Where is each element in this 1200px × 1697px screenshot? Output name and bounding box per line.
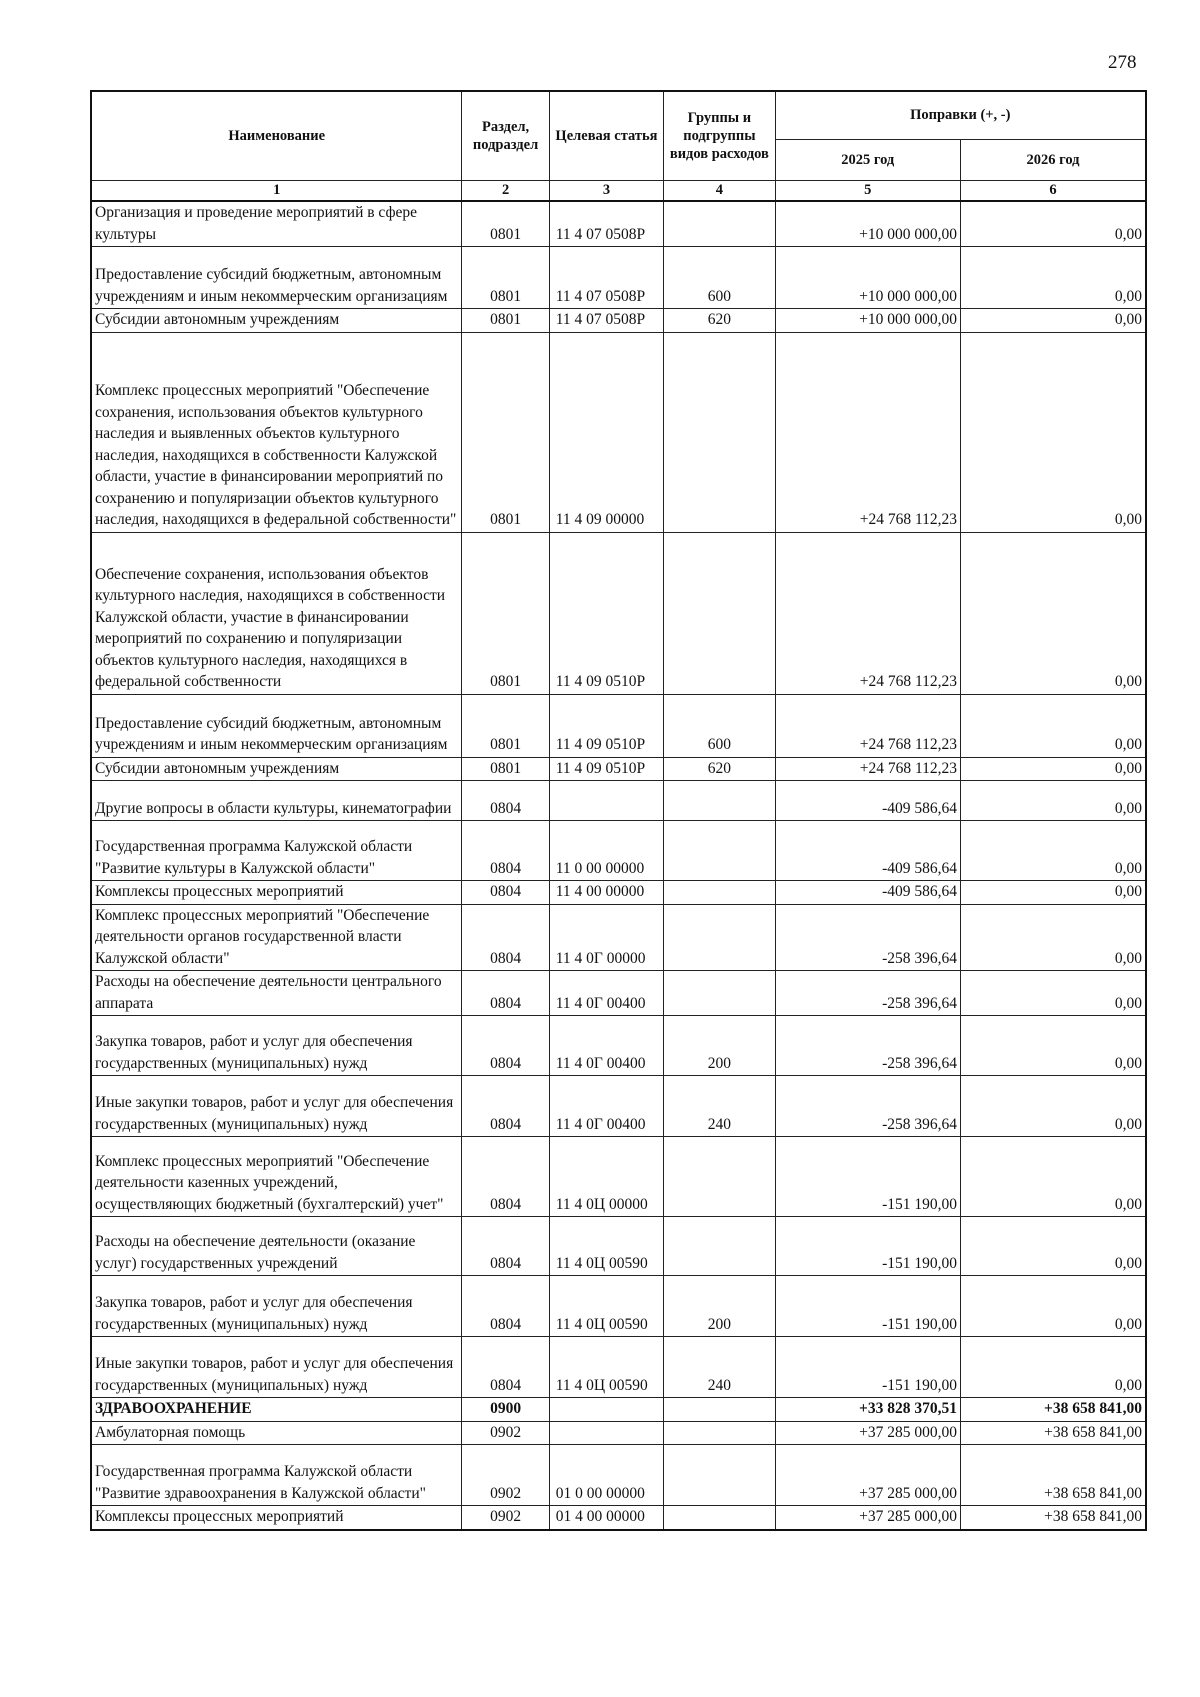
row-section: 0801 xyxy=(462,309,549,333)
row-amount-2025: -151 190,00 xyxy=(775,1217,960,1276)
row-amount-2026: 0,00 xyxy=(961,1137,1147,1217)
row-name: Предоставление субсидий бюджетным, автономным учреждениям и иным некоммерческим организациям xyxy=(91,694,462,757)
row-group xyxy=(664,201,775,247)
row-section: 0902 xyxy=(462,1421,549,1445)
row-group xyxy=(664,1445,775,1506)
row-section: 0801 xyxy=(462,532,549,694)
row-amount-2026: +38 658 841,00 xyxy=(961,1421,1147,1445)
table-row xyxy=(91,781,1146,821)
table-row xyxy=(91,904,1146,971)
table-row xyxy=(91,201,1146,247)
row-section: 0804 xyxy=(462,1076,549,1137)
table-row xyxy=(91,332,1146,532)
row-amount-2025: -409 586,64 xyxy=(775,821,960,881)
row-amount-2025: +24 768 112,23 xyxy=(775,694,960,757)
row-amount-2026: 0,00 xyxy=(961,821,1147,881)
header-year-2025: 2025 год xyxy=(775,139,960,180)
header-year-2026: 2026 год xyxy=(961,139,1147,180)
row-name: Предоставление субсидий бюджетным, автономным учреждениям и иным некоммерческим организациям xyxy=(91,247,462,309)
row-amount-2026: +38 658 841,00 xyxy=(961,1506,1147,1530)
row-section: 0801 xyxy=(462,247,549,309)
row-group: 240 xyxy=(664,1337,775,1398)
row-amount-2025: +37 285 000,00 xyxy=(775,1421,960,1445)
table-row xyxy=(91,532,1146,694)
row-amount-2026: +38 658 841,00 xyxy=(961,1445,1147,1506)
row-target: 11 4 0Ц 00590 xyxy=(549,1276,664,1337)
row-target: 11 4 09 0510Р xyxy=(549,694,664,757)
column-number: 3 xyxy=(549,181,664,202)
header-name: Наименование xyxy=(91,91,462,181)
row-group: 620 xyxy=(664,309,775,333)
row-name: Другие вопросы в области культуры, кинематографии xyxy=(91,781,462,821)
row-group: 600 xyxy=(664,694,775,757)
row-group xyxy=(664,971,775,1016)
row-group xyxy=(664,1217,775,1276)
row-target: 11 4 07 0508Р xyxy=(549,201,664,247)
row-amount-2025: -258 396,64 xyxy=(775,1076,960,1137)
row-amount-2025: -258 396,64 xyxy=(775,971,960,1016)
header-amendments: Поправки (+, -) xyxy=(775,91,1146,139)
row-amount-2026: 0,00 xyxy=(961,881,1147,905)
row-name: Комплексы процессных мероприятий xyxy=(91,1506,462,1530)
column-numbers-row xyxy=(91,181,1146,202)
row-amount-2026: 0,00 xyxy=(961,971,1147,1016)
row-section: 0804 xyxy=(462,1217,549,1276)
row-amount-2026: 0,00 xyxy=(961,309,1147,333)
row-target: 11 0 00 00000 xyxy=(549,821,664,881)
header-target: Целевая статья xyxy=(549,91,664,181)
row-group xyxy=(664,881,775,905)
row-name: Субсидии автономным учреждениям xyxy=(91,309,462,333)
row-amount-2026: 0,00 xyxy=(961,757,1147,781)
row-group xyxy=(664,332,775,532)
row-amount-2025: -409 586,64 xyxy=(775,881,960,905)
row-section: 0801 xyxy=(462,694,549,757)
row-section: 0902 xyxy=(462,1506,549,1530)
row-name: ЗДРАВООХРАНЕНИЕ xyxy=(91,1398,462,1422)
row-name: Государственная программа Калужской области "Развитие культуры в Калужской области" xyxy=(91,821,462,881)
table-row xyxy=(91,821,1146,881)
row-section: 0804 xyxy=(462,1137,549,1217)
row-group xyxy=(664,781,775,821)
row-target: 11 4 0Ц 00000 xyxy=(549,1137,664,1217)
row-section: 0804 xyxy=(462,821,549,881)
row-name: Комплексы процессных мероприятий xyxy=(91,881,462,905)
row-group xyxy=(664,904,775,971)
row-amount-2025: +10 000 000,00 xyxy=(775,247,960,309)
row-target: 11 4 0Ц 00590 xyxy=(549,1337,664,1398)
row-amount-2025: -151 190,00 xyxy=(775,1337,960,1398)
table-row xyxy=(91,1421,1146,1445)
column-number: 4 xyxy=(664,181,775,202)
row-target: 11 4 0Г 00400 xyxy=(549,971,664,1016)
row-name: Обеспечение сохранения, использования объектов культурного наследия, находящихся в собственности Калужской области, участие в финансировании мероприятий по сохранению и популяризации объектов культурного наследия, находящихся в федеральной собственности xyxy=(91,532,462,694)
row-amount-2026: +38 658 841,00 xyxy=(961,1398,1147,1422)
row-group xyxy=(664,1137,775,1217)
row-name: Организация и проведение мероприятий в сфере культуры xyxy=(91,201,462,247)
table-row xyxy=(91,881,1146,905)
row-section: 0804 xyxy=(462,904,549,971)
row-amount-2025: -151 190,00 xyxy=(775,1276,960,1337)
row-group xyxy=(664,1421,775,1445)
header-row-1 xyxy=(91,91,1146,139)
table-row xyxy=(91,1337,1146,1398)
row-name: Иные закупки товаров, работ и услуг для обеспечения государственных (муниципальных) нужд xyxy=(91,1076,462,1137)
row-target: 11 4 09 0510Р xyxy=(549,757,664,781)
row-name: Закупка товаров, работ и услуг для обеспечения государственных (муниципальных) нужд xyxy=(91,1016,462,1076)
row-amount-2026: 0,00 xyxy=(961,781,1147,821)
row-group: 240 xyxy=(664,1076,775,1137)
row-amount-2025: -409 586,64 xyxy=(775,781,960,821)
row-amount-2025: +24 768 112,23 xyxy=(775,332,960,532)
row-target xyxy=(549,1398,664,1422)
row-target xyxy=(549,1421,664,1445)
row-amount-2026: 0,00 xyxy=(961,1337,1147,1398)
row-target: 11 4 0Г 00000 xyxy=(549,904,664,971)
row-section: 0804 xyxy=(462,1337,549,1398)
row-target: 11 4 07 0508Р xyxy=(549,247,664,309)
row-target: 01 4 00 00000 xyxy=(549,1506,664,1530)
row-amount-2026: 0,00 xyxy=(961,1276,1147,1337)
row-target: 11 4 07 0508Р xyxy=(549,309,664,333)
budget-amendments-table xyxy=(90,90,1147,1531)
column-number: 6 xyxy=(961,181,1147,202)
table-row xyxy=(91,757,1146,781)
row-target: 11 4 09 00000 xyxy=(549,332,664,532)
row-amount-2025: +33 828 370,51 xyxy=(775,1398,960,1422)
row-amount-2025: +37 285 000,00 xyxy=(775,1506,960,1530)
row-amount-2025: -258 396,64 xyxy=(775,904,960,971)
row-group xyxy=(664,1506,775,1530)
row-amount-2025: -151 190,00 xyxy=(775,1137,960,1217)
table-row xyxy=(91,1137,1146,1217)
row-name: Расходы на обеспечение деятельности (оказание услуг) государственных учреждений xyxy=(91,1217,462,1276)
row-name: Закупка товаров, работ и услуг для обеспечения государственных (муниципальных) нужд xyxy=(91,1276,462,1337)
row-amount-2025: +10 000 000,00 xyxy=(775,201,960,247)
row-group: 620 xyxy=(664,757,775,781)
row-section: 0804 xyxy=(462,1276,549,1337)
row-group xyxy=(664,1398,775,1422)
row-target xyxy=(549,781,664,821)
table-row xyxy=(91,309,1146,333)
row-group: 200 xyxy=(664,1276,775,1337)
column-number: 5 xyxy=(775,181,960,202)
row-group xyxy=(664,821,775,881)
row-amount-2026: 0,00 xyxy=(961,1217,1147,1276)
row-section: 0801 xyxy=(462,201,549,247)
row-name: Амбулаторная помощь xyxy=(91,1421,462,1445)
table-row xyxy=(91,1398,1146,1422)
table-row xyxy=(91,694,1146,757)
row-name: Комплекс процессных мероприятий "Обеспечение деятельности казенных учреждений, осуществляющих бюджетный (бухгалтерский) учет" xyxy=(91,1137,462,1217)
row-amount-2026: 0,00 xyxy=(961,532,1147,694)
row-section: 0900 xyxy=(462,1398,549,1422)
header-groups: Группы и подгруппы видов расходов xyxy=(664,91,775,181)
row-target: 11 4 0Г 00400 xyxy=(549,1076,664,1137)
row-amount-2026: 0,00 xyxy=(961,247,1147,309)
row-amount-2025: +10 000 000,00 xyxy=(775,309,960,333)
page-number: 278 xyxy=(1108,52,1137,73)
row-target: 11 4 0Г 00400 xyxy=(549,1016,664,1076)
row-target: 01 0 00 00000 xyxy=(549,1445,664,1506)
row-group: 600 xyxy=(664,247,775,309)
row-group xyxy=(664,532,775,694)
row-name: Иные закупки товаров, работ и услуг для обеспечения государственных (муниципальных) нужд xyxy=(91,1337,462,1398)
row-target: 11 4 0Ц 00590 xyxy=(549,1217,664,1276)
row-section: 0801 xyxy=(462,332,549,532)
row-amount-2026: 0,00 xyxy=(961,1076,1147,1137)
table-row xyxy=(91,1217,1146,1276)
row-amount-2026: 0,00 xyxy=(961,694,1147,757)
row-section: 0804 xyxy=(462,971,549,1016)
table-row xyxy=(91,1016,1146,1076)
column-number: 2 xyxy=(462,181,549,202)
row-amount-2025: +37 285 000,00 xyxy=(775,1445,960,1506)
row-name: Государственная программа Калужской области "Развитие здравоохранения в Калужской области" xyxy=(91,1445,462,1506)
row-section: 0804 xyxy=(462,1016,549,1076)
header-section: Раздел, подраздел xyxy=(462,91,549,181)
column-number: 1 xyxy=(91,181,462,202)
table-row xyxy=(91,971,1146,1016)
row-amount-2025: -258 396,64 xyxy=(775,1016,960,1076)
row-section: 0804 xyxy=(462,781,549,821)
row-amount-2025: +24 768 112,23 xyxy=(775,532,960,694)
row-section: 0801 xyxy=(462,757,549,781)
row-section: 0804 xyxy=(462,881,549,905)
table-row xyxy=(91,1076,1146,1137)
table-row xyxy=(91,247,1146,309)
row-name: Комплекс процессных мероприятий "Обеспечение сохранения, использования объектов культурного наследия и выявленных объектов культурного наследия, находящихся в собственности Калужской области, участие в финансировании мероприятий по сохранению и популяризации объектов культурного наследия, находящихся в федеральной собственности" xyxy=(91,332,462,532)
row-amount-2026: 0,00 xyxy=(961,904,1147,971)
row-amount-2026: 0,00 xyxy=(961,332,1147,532)
row-amount-2026: 0,00 xyxy=(961,1016,1147,1076)
row-target: 11 4 00 00000 xyxy=(549,881,664,905)
table-row xyxy=(91,1445,1146,1506)
table-row xyxy=(91,1506,1146,1530)
table-row xyxy=(91,1276,1146,1337)
row-name: Расходы на обеспечение деятельности центрального аппарата xyxy=(91,971,462,1016)
row-amount-2026: 0,00 xyxy=(961,201,1147,247)
row-amount-2025: +24 768 112,23 xyxy=(775,757,960,781)
row-section: 0902 xyxy=(462,1445,549,1506)
row-group: 200 xyxy=(664,1016,775,1076)
row-name: Комплекс процессных мероприятий "Обеспечение деятельности органов государственной власти Калужской области" xyxy=(91,904,462,971)
row-target: 11 4 09 0510Р xyxy=(549,532,664,694)
row-name: Субсидии автономным учреждениям xyxy=(91,757,462,781)
